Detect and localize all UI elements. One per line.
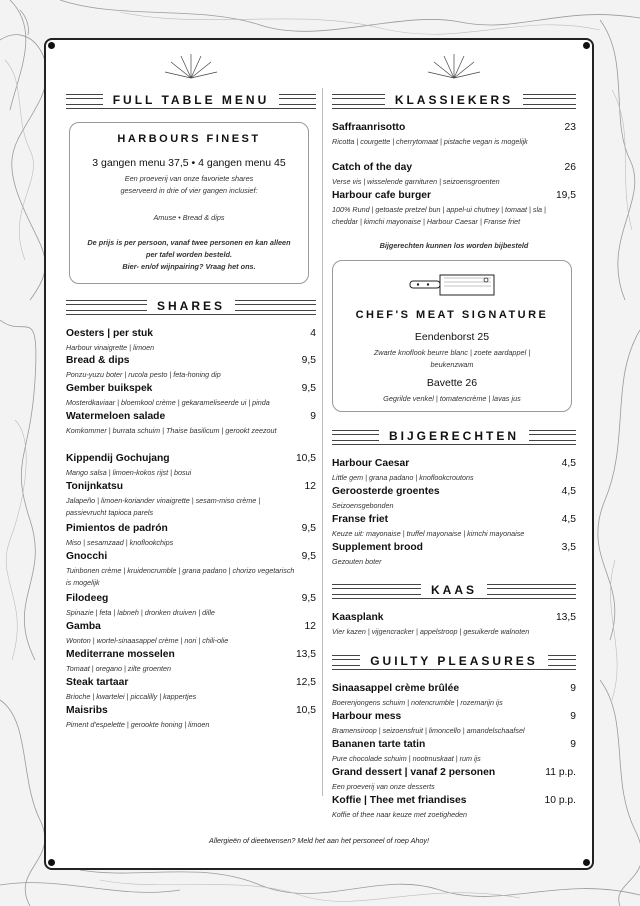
item-price: 9,5 (301, 355, 316, 366)
item-price: 19,5 (555, 190, 576, 201)
item-name: Koffie | Thee met friandises (332, 795, 467, 806)
full-table-header (66, 90, 316, 110)
item-name: Franse friet (332, 514, 389, 525)
item-name: Pimientos de padrón (66, 523, 168, 534)
sunburst-ornament (161, 50, 221, 80)
item-name: Harbour Caesar (332, 458, 410, 469)
item-price: 9,5 (301, 523, 316, 534)
harbours-amuse: Amuse • Bread & dips (153, 213, 225, 222)
item-description: Ricotta | courgette | cherrytomaat | pistache vegan is mogelijk (332, 137, 528, 146)
item-description: Komkommer | burrata schuim | Thaise basilicum | gerookt zeezout (66, 426, 277, 435)
item-description: 100% Rund | getoaste pretzel bun | appel-ui chutney | tomaat | sla | cheddar | kimchi mayonaise | Harbour Caesar | Franse friet (332, 205, 546, 226)
item-name: Harbour mess (332, 711, 402, 722)
harbours-note-3: Bier- en/of wijnpairing? Vraag het ons. (122, 262, 256, 271)
item-name: Saffraanrisotto (332, 122, 406, 133)
item-price: 10 p.p. (544, 795, 576, 806)
chef-signature-box (332, 260, 572, 412)
chef-signature-title: CHEF'S MEAT SIGNATURE (355, 309, 549, 321)
menu-price-line: 3 gangen menu 37,5 • 4 gangen menu 45 (92, 157, 286, 169)
item-description: Tuinbonen crème | kruidencrumble | grana padano | chorizo vegetarisch is mogelijk (66, 566, 295, 587)
bijgerechten-header (332, 426, 576, 446)
corner-dot-bl (48, 859, 55, 866)
harbours-desc-1: Een proeverij van onze favoriete shares (124, 174, 254, 183)
corner-dot-tl (48, 42, 55, 49)
item-name: Supplement brood (332, 542, 423, 553)
item-price: 12,5 (295, 677, 316, 688)
item-description: Verse vis | wisselende garnituren | seizoensgroenten (332, 177, 500, 186)
item-description: Tomaat | oregano | zilte groenten (66, 664, 171, 673)
item-name: Tonijnkatsu (66, 481, 124, 492)
item-price: 9,5 (301, 593, 316, 604)
item-description: Little gem | grana padano | knoflookcroutons (332, 473, 474, 482)
item-price: 12 (304, 621, 316, 632)
harbours-note-1: De prijs is per persoon, vanaf twee personen en kan alleen (87, 238, 291, 247)
klassiekers-title: KLASSIEKERS (385, 93, 523, 107)
harbours-finest-title: HARBOURS FINEST (117, 133, 261, 145)
guilty-title: GUILTY PLEASURES (360, 654, 548, 668)
item-price: 9 (570, 683, 576, 694)
item-description: Harbour vinaigrette | limoen (66, 343, 155, 352)
item-price: 9 (310, 411, 316, 422)
item-description: Ponzu-yuzu boter | rucola pesto | feta-honing dip (66, 370, 221, 379)
item-name: Geroosterde groentes (332, 486, 440, 497)
item-description: Wonton | wortel-sinaasappel crème | nori | chili-olie (66, 636, 229, 645)
bijgerechten-title: BIJGERECHTEN (379, 429, 529, 443)
item-price: 10,5 (295, 453, 316, 464)
item-description: Bramensiroop | seizoensfruit | limoncello | amandelschaafsel (332, 726, 525, 735)
item-description: Jalapeño | limoen-koriander vinaigrette | sesam-miso crème | passievrucht tapioca parels (66, 496, 261, 517)
item-name: Maisribs (66, 705, 108, 716)
full-table-title: FULL TABLE MENU (103, 93, 280, 107)
item-name: Catch of the day (332, 162, 413, 173)
item-price: 4,5 (561, 486, 576, 497)
item-name: Grand dessert | vanaf 2 personen (332, 767, 496, 778)
sunburst-ornament-right (424, 50, 484, 80)
kaas-title: KAAS (421, 583, 487, 597)
chef-item-1-desc-2: beukenzwam (430, 360, 474, 369)
item-name: Gember buikspek (66, 383, 153, 394)
item-name: Kaasplank (332, 612, 384, 623)
item-description: Piment d'espelette | gerookte honing | limoen (66, 720, 210, 729)
item-description: Miso | sesamzaad | knoflookchips (66, 538, 174, 547)
item-price: 23 (564, 122, 576, 133)
guilty-header (332, 651, 576, 671)
klassiekers-note: Bijgerechten kunnen los worden bijbesteld (379, 241, 529, 250)
item-description: Brioche | kwartelei | piccalilly | kappertjes (66, 692, 197, 701)
item-name: Mediterrane mosselen (66, 649, 175, 660)
item-name: Watermeloen salade (66, 411, 166, 422)
item-name: Sinaasappel crème brûlée (332, 683, 460, 694)
item-price: 4,5 (561, 514, 576, 525)
item-name: Kippendij Gochujang (66, 453, 170, 464)
item-price: 3,5 (561, 542, 576, 553)
item-price: 9 (570, 711, 576, 722)
item-description: Pure chocolade schuim | nootmuskaat | rum ijs (332, 754, 481, 763)
item-price: 9,5 (301, 383, 316, 394)
chef-item-1-name: Eendenborst 25 (414, 331, 490, 343)
item-name: Bread & dips (66, 355, 130, 366)
item-price: 13,5 (295, 649, 316, 660)
harbours-finest-box (69, 122, 309, 284)
menu-card (44, 38, 594, 870)
item-description: Mango salsa | limoen-kokos rijst | bosui (66, 468, 192, 477)
item-description: Keuze uit: mayonaise | truffel mayonaise | kimchi mayonaise (332, 529, 525, 538)
item-description: Koffie of thee naar keuze met zoetigheden (332, 810, 468, 819)
item-name: Steak tartaar (66, 677, 129, 688)
klassiekers-header (332, 90, 576, 110)
chef-item-2-desc: Gegrilde venkel | tomatencrème | lavas jus (383, 394, 521, 403)
shares-header (66, 296, 316, 316)
item-description: Vier kazen | vijgencracker | appelstroop | gesuikerde walnoten (332, 627, 530, 636)
item-price: 9,5 (301, 551, 316, 562)
chef-item-2-name: Bavette 26 (426, 377, 478, 389)
corner-dot-br (583, 859, 590, 866)
item-price: 26 (564, 162, 576, 173)
item-description: Boerenjongens schuim | notencrumble | rozemarijn ijs (332, 698, 503, 707)
item-price: 10,5 (295, 705, 316, 716)
item-price: 4,5 (561, 458, 576, 469)
item-price: 11 p.p. (545, 767, 576, 778)
harbours-note-2: per tafel worden besteld. (146, 250, 232, 259)
item-name: Gnocchi (66, 551, 108, 562)
item-description: Mosterdkaviaar | bloemkool crème | gekarameliseerde ui | pinda (66, 398, 270, 407)
item-name: Harbour cafe burger (332, 190, 431, 201)
harbours-desc-2: geserveerd in drie of vier gangen inclusief: (120, 186, 258, 195)
item-name: Bananen tarte tatin (332, 739, 426, 750)
shares-title: SHARES (147, 299, 235, 313)
item-price: 12 (304, 481, 316, 492)
item-price: 4 (310, 328, 316, 339)
cleaver-icon (408, 269, 498, 299)
allergy-footer: Allergieën of dieetwensen? Meld het aan het personeel of roep Ahoy! (209, 836, 429, 845)
corner-dot-tr (583, 42, 590, 49)
item-name: Gamba (66, 621, 101, 632)
item-name: Filodeeg (66, 593, 109, 604)
item-description: Seizoensgebonden (332, 501, 394, 510)
item-price: 13,5 (555, 612, 576, 623)
column-divider (322, 88, 323, 796)
item-description: Gezouten boter (332, 557, 382, 566)
item-description: Een proeverij van onze desserts (332, 782, 435, 791)
item-name: Oesters | per stuk (66, 328, 154, 339)
chef-item-1-desc-1: Zwarte knoflook beurre blanc | zoete aardappel | (373, 348, 531, 357)
kaas-header (332, 580, 576, 600)
item-price: 9 (570, 739, 576, 750)
item-description: Spinazie | feta | labneh | dronken druiven | dille (66, 608, 215, 617)
